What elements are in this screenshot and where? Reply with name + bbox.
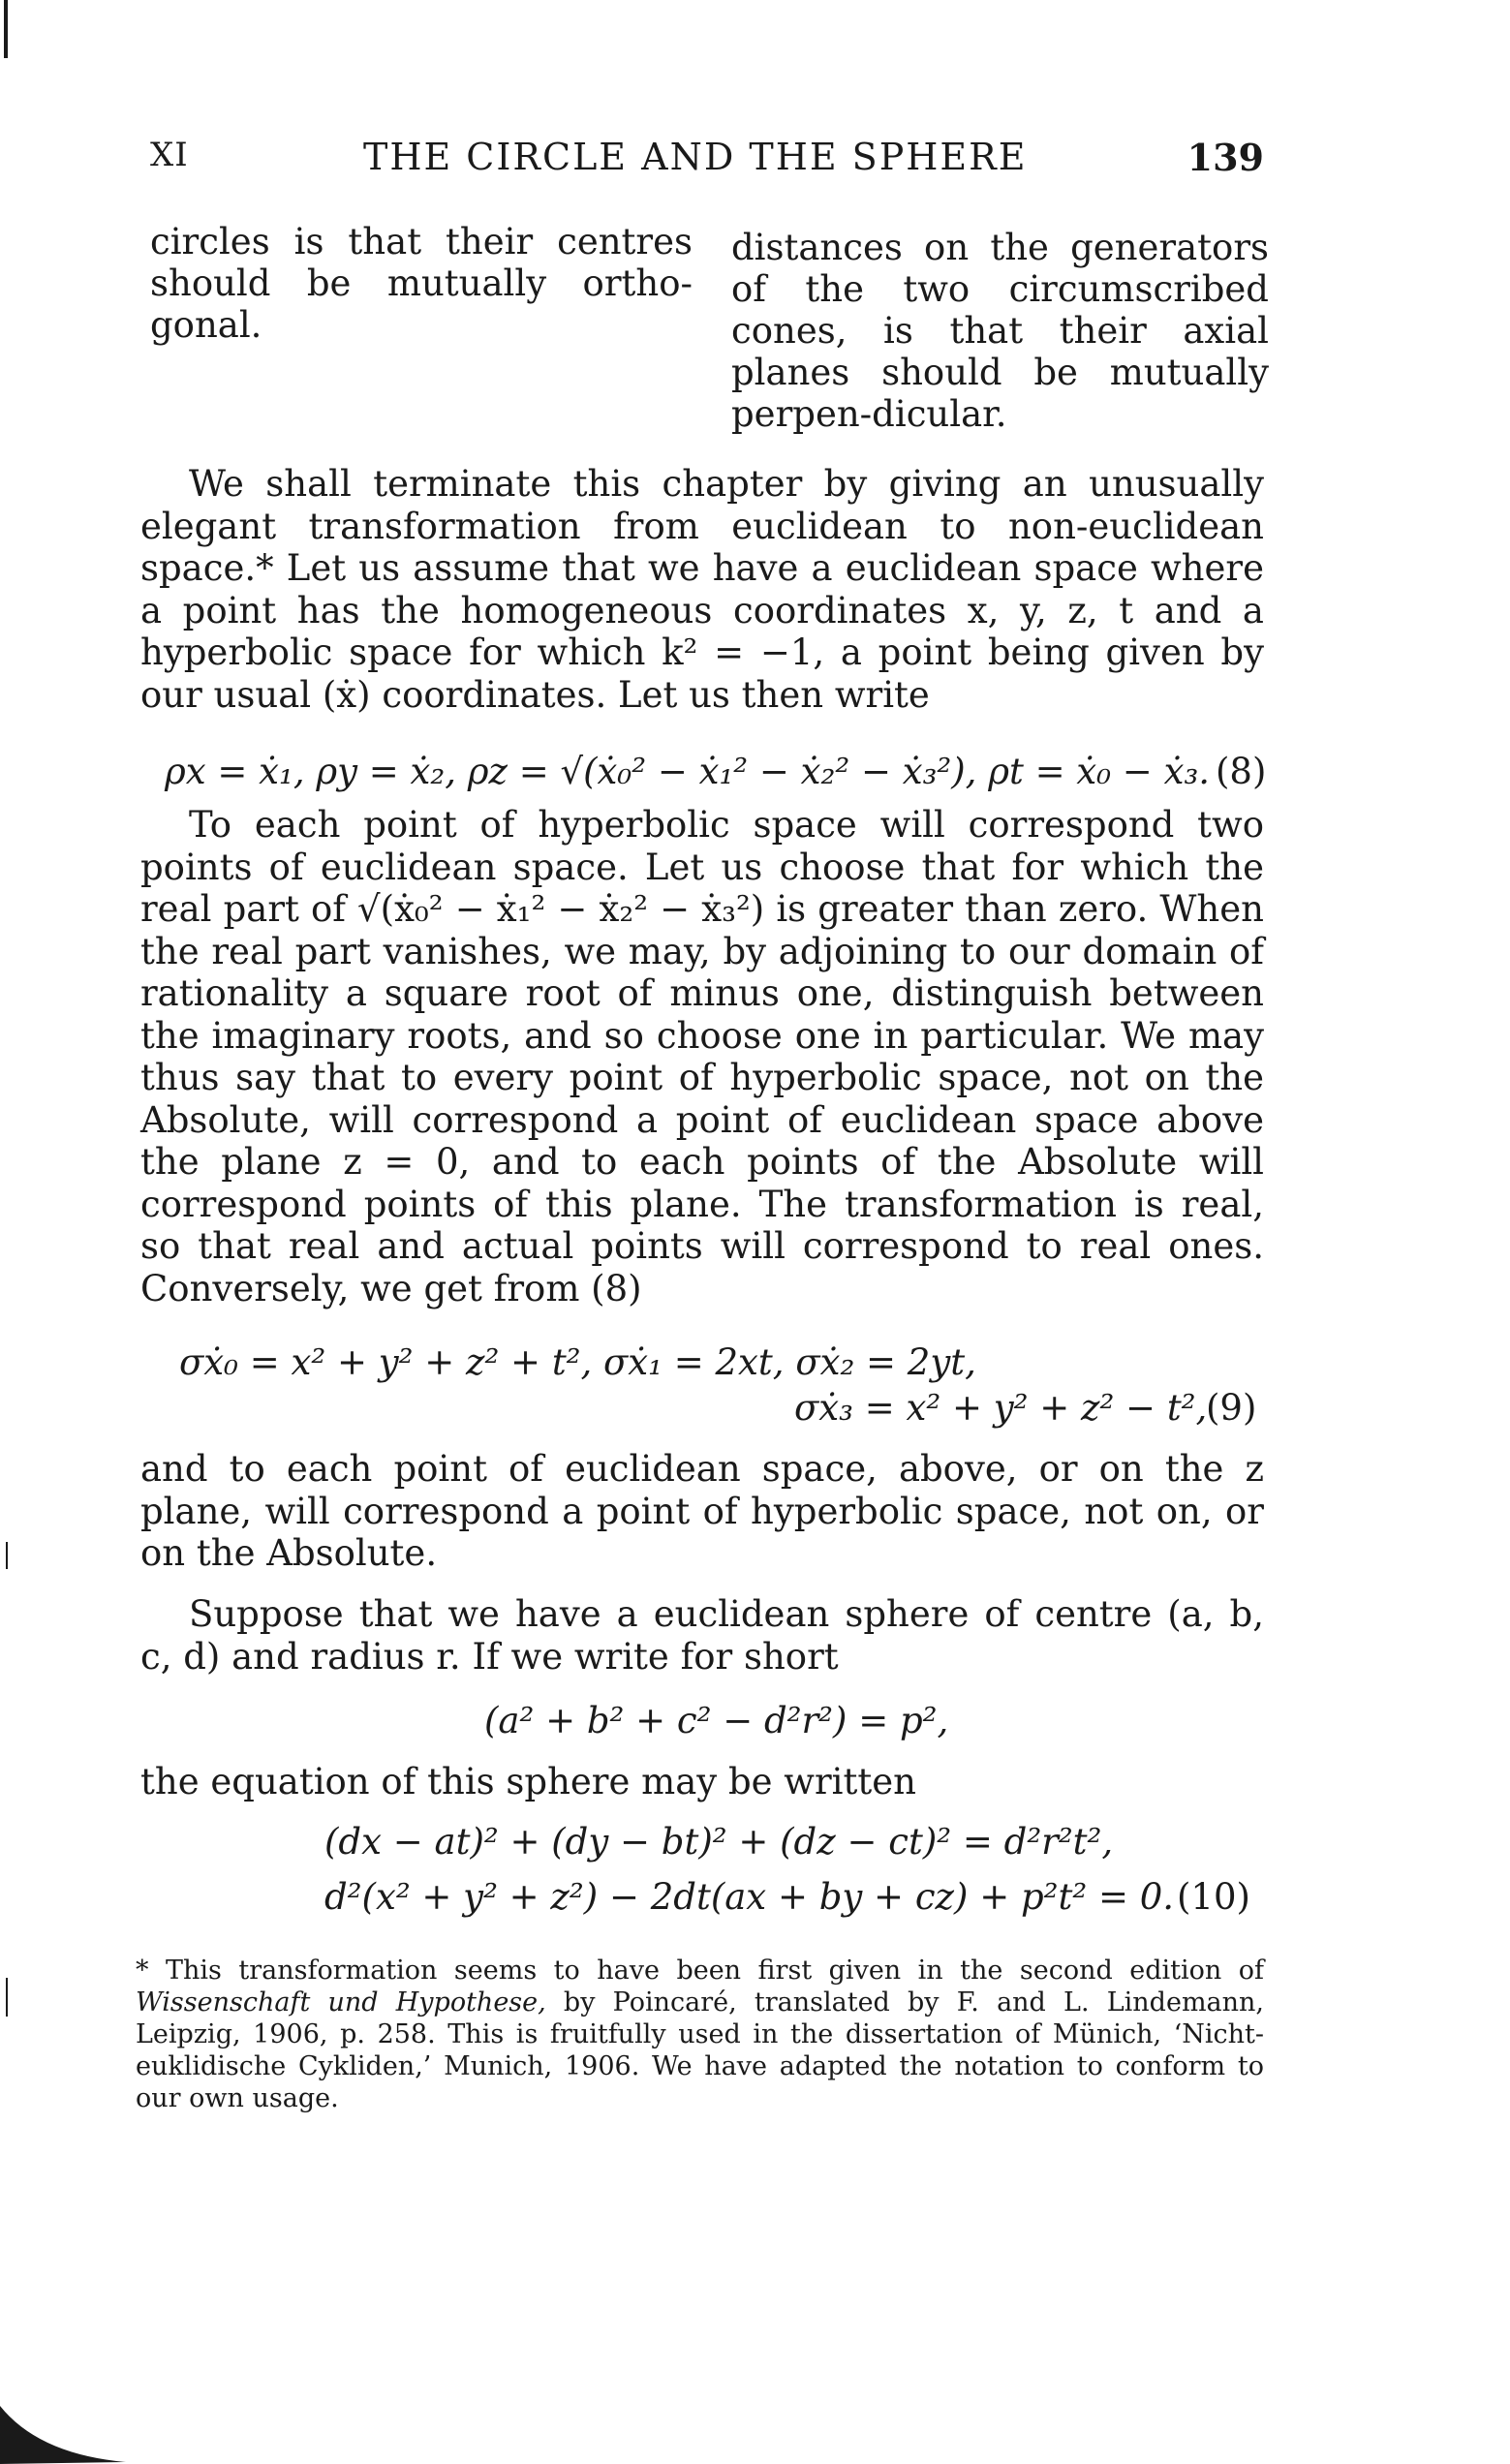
paragraph-intro-text: We shall terminate this chapter by giving an unusually elegant transformation from euclidean to non-euclidean space.* Let us assume that we have a euclidean space where a point has the homogeneous coordinates x, y, z, t and a hyperbolic space for which k² = −1, a point being given by our usual (ẋ) coordinates. Let us then write — [140, 463, 1264, 716]
footnote-text-1: * This transformation seems to have been first given in the second edition of — [136, 1956, 1264, 1986]
running-header — [150, 136, 1264, 194]
paragraph-equation-intro-text: the equation of this sphere may be written — [140, 1761, 916, 1802]
paragraph-converse — [140, 1448, 1264, 1575]
paragraph-sphere — [140, 1593, 1264, 1678]
equation-10-line-1: (dx − at)² + (dy − bt)² + (dz − ct)² = d²r²t², — [324, 1821, 1114, 1863]
equation-9-line-2: σẋ₃ = x² + y² + z² − t², — [794, 1387, 1208, 1429]
paragraph-converse-text: and to each point of euclidean space, above, or on the z plane, will correspond a point of hyperbolic space, not on, or on the Absolute. — [140, 1448, 1264, 1574]
running-title: THE CIRCLE AND THE SPHERE — [363, 136, 1028, 178]
footnote — [136, 1955, 1264, 2114]
paragraph-correspondence-text: To each point of hyperbolic space will correspond two points of euclidean space. Let us choose that for which the real part of √(ẋ₀² − ẋ₁² − ẋ₂² − ẋ₃²) is greater than zero. When the real part vanishes, we may, by adjoining to our domain of rationality a square root of minus one, distinguish between the imaginary roots, and so choose one in particular. We may thus say that to every point of hyperbolic space, not on the Absolute, will correspond a point of euclidean space above the plane z = 0, and to each points of the Absolute will correspond points of this plane. The transformation is real, so that real and actual points will correspond to real ones. Conversely, we get from (8) — [140, 804, 1264, 1309]
scan-edge-mark-left-1 — [6, 1542, 8, 1569]
equation-9-number: (9) — [1206, 1387, 1257, 1429]
scan-edge-mark-top — [4, 0, 8, 58]
equation-8-number: (8) — [1216, 751, 1267, 792]
paragraph-correspondence — [140, 804, 1264, 1309]
left-column-text: circles is that their centres should be mutually ortho-gonal. — [150, 221, 693, 346]
scan-edge-mark-left-2 — [6, 1978, 8, 2017]
paragraph-intro — [140, 463, 1264, 716]
page-number: 139 — [1186, 136, 1264, 179]
equation-10-number: (10) — [1177, 1876, 1250, 1918]
footnote-text-2: by Poincaré, translated by F. and L. Lindemann, Leipzig, 1906, p. 258. This is fruitfully used in the dissertation of Münich, ‘Nicht-euklidische Cykliden,’ Munich, 1906. We have adapted the notation to conform to our own usage. — [136, 1987, 1265, 2113]
equation-short: (a² + b² + c² − d²r²) = p², — [484, 1700, 949, 1741]
right-column-text: distances on the generators of the two circumscribed cones, is that their axial planes should be mutually perpen-dicular. — [731, 227, 1269, 435]
chapter-number: XI — [150, 136, 189, 174]
paragraph-sphere-text: Suppose that we have a euclidean sphere of centre (a, b, c, d) and radius r. If we write for short — [140, 1593, 1264, 1678]
footnote-book-title: Wissenschaft und Hypothese, — [136, 1987, 546, 2017]
equation-10-line-2: d²(x² + y² + z²) − 2dt(ax + by + cz) + p²t² = 0. — [324, 1876, 1175, 1918]
equation-8: ρx = ẋ₁, ρy = ẋ₂, ρz = √(ẋ₀² − ẋ₁² − ẋ₂² − ẋ₃²), ρt = ẋ₀ − ẋ₃. — [165, 751, 1211, 792]
equation-9-line-1: σẋ₀ = x² + y² + z² + t², σẋ₁ = 2xt, σẋ₂ = 2yt, — [179, 1341, 976, 1383]
scan-corner-shadow — [0, 2387, 126, 2464]
paragraph-equation-intro — [140, 1761, 1264, 1803]
